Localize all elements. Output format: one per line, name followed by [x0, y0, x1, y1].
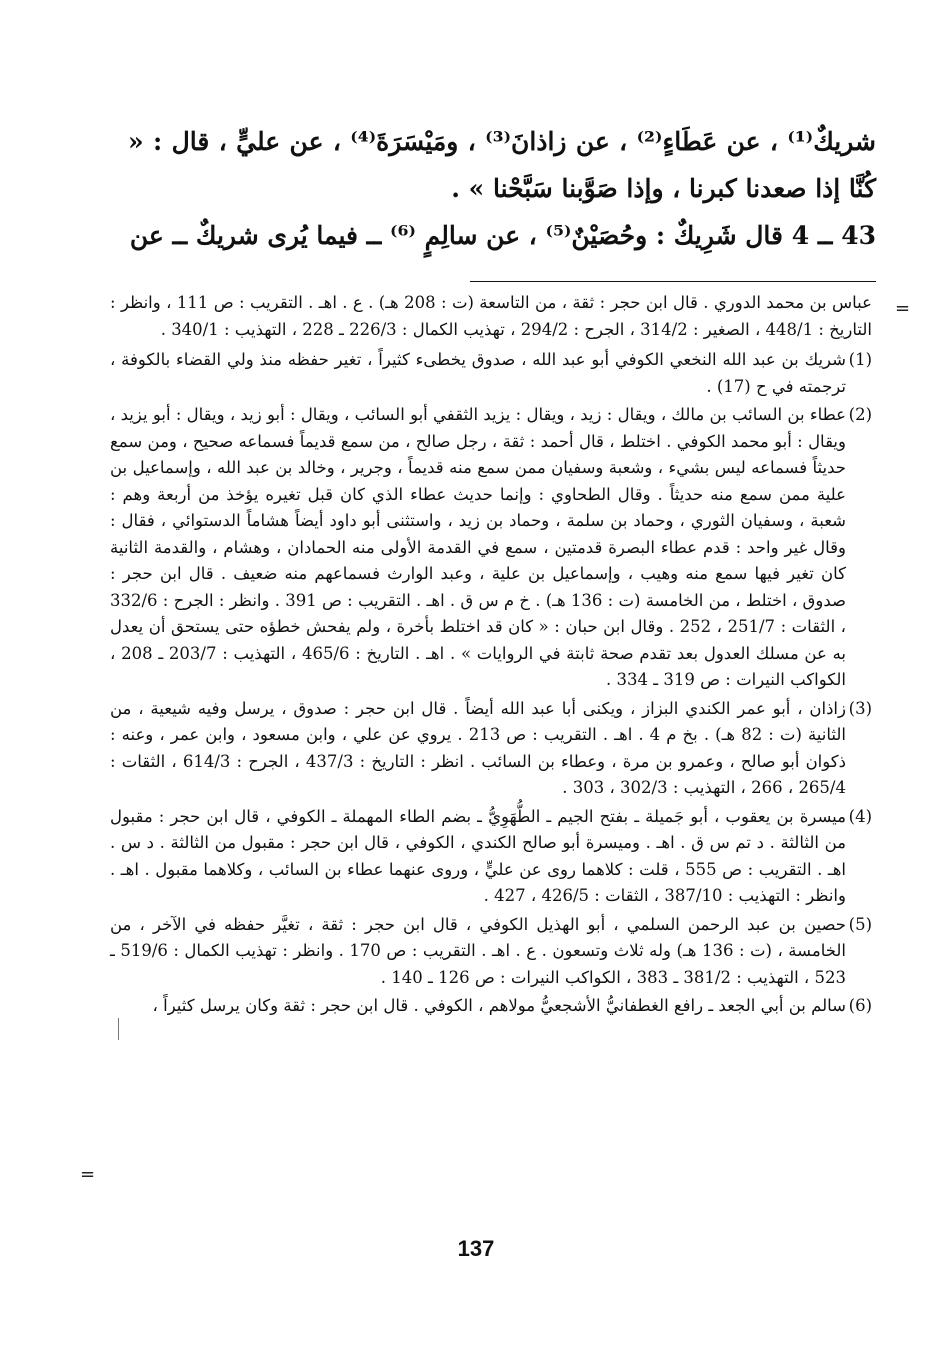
continues-to-marker: =	[80, 1164, 96, 1185]
continued-from-marker: =	[895, 298, 911, 319]
footnote-separator	[470, 281, 876, 282]
footnotes	[110, 290, 872, 1022]
footnote-6	[110, 993, 872, 1020]
footnote-5	[110, 912, 872, 992]
footnote-text: حصين بن عبد الرحمن السلمي ، أبو الهذيل الكوفي ، قال ابن حجر : ثقة ، تغيَّر حفظه في الآخر ، من الخامسة ، (ت : 136 هـ) وله ثلاث وتسعون . ع . اهـ . التقريب : ص 170 . وانظر : تهذيب الكمال : 519/6 ـ 523 ، التهذيب : 381/2 ـ 383 ، الكواكب النيرات : ص 126 ـ 140 .	[110, 914, 846, 987]
footnote-4	[110, 804, 872, 910]
footnote-number: (1)	[848, 350, 872, 369]
footnote-continuation: عباس بن محمد الدوري . قال ابن حجر : ثقة ، من التاسعة (ت : 208 هـ) . ع . اهـ . التقريب : ص 111 ، وانظر : التاريخ : 448/1 ، الصغير : 314/2 ، الجرح : 294/2 ، تهذيب الكمال : 226/3 ـ 228 ، التهذيب : 340/1 .	[110, 293, 872, 339]
footnote-3	[110, 696, 872, 802]
footnote-1	[110, 347, 872, 400]
footnote-number: (2)	[848, 405, 872, 424]
footnote-text: ميسرة بن يعقوب ، أبو جَميلة ـ بفتح الجيم ـ الطُّهَوِيُّ ـ بضم الطاء المهملة ـ الكوفي ، قال ابن حجر : مقبول من الثالثة . د تم س ق . اهـ . وميسرة أبو صالح الكندي ، الكوفي ، قال ابن حجر : مقبول من الثالثة . د س . اهـ . التقريب : ص 555 ، قلت : كلاهما روى عن عليٍّ ، وروى عنهما عطاء بن السائب ، وكلاهما مقبول . اهـ . وانظر : التهذيب : 387/10 ، الثقات : 426/5 ، 427 .	[110, 806, 846, 905]
footnote-number: (5)	[848, 914, 872, 934]
page-number: 137	[457, 1236, 495, 1261]
footnote-text: سالم بن أبي الجعد ـ رافع الغطفانيُّ الأشجعيُّ مولاهم ، الكوفي . قال ابن حجر : ثقة وكان يرسل كثيراً ،	[152, 996, 846, 1015]
footnote-number: (3)	[848, 698, 872, 718]
footnote-text: زاذان ، أبو عمر الكندي البزاز ، ويكنى أبا عبد الله أيضاً . قال ابن حجر : صدوق ، يرسل وفيه شيعية ، من الثانية (ت : 82 هـ) . بخ م 4 . اهـ . التقريب : ص 213 . يروي عن علي ، وابن مسعود ، وابن عمر ، وعنه : ذكوان أبو صالح ، وعمرو بن مرة ، وعطاء بن السائب . انظر : التاريخ : 437/3 ، الجرح : 614/3 ، الثقات : 265/4 ، 266 ، التهذيب : 302/3 ، 303 .	[110, 698, 847, 797]
footnote-number: (4)	[848, 806, 872, 826]
main-text-line-1: شريكٌ⁽¹⁾ ، عن عَطَاءٍ⁽²⁾ ، عن زاذانَ⁽³⁾ ، ومَيْسَرَةَ⁽⁴⁾ ، عن عليٍّ ، قال : « كُنَّا إذا صعدنا كبرنا ، وإذا صَوَّبنا سَبَّحْنا » .	[128, 127, 876, 203]
footnote-2	[110, 402, 872, 694]
main-text-line-2: قال شَرِيكٌ : وحُصَيْنٌ⁽⁵⁾ ، عن سالِمٍ ⁽⁶⁾ ــ فيما يُرى شريكٌ ــ عن	[129, 221, 784, 250]
footnote-text: شريك بن عبد الله النخعي الكوفي أبو عبد الله ، صدوق يخطىء كثيراً ، تغير حفظه منذ ولي القضاء بالكوفة ، ترجمته في ح (17) .	[110, 350, 846, 396]
margin-mark	[118, 1018, 119, 1040]
hadith-43	[128, 212, 876, 259]
footnote-text: عطاء بن السائب بن مالك ، ويقال : زيد ، ويقال : يزيد الثقفي أبو السائب ، ويقال : أبو زيد ، ويقال : أبو يزيد ، ويقال : أبو محمد الكوفي . اختلط ، قال أحمد : ثقة ، رجل صالح ، من سمع قديماً فسماعه صحيح ، ومن سمع حديثاً فسماعه ليس بشيء ، وشعبة وسفيان ممن سمع منه قديماً ، وجرير ، وخالد بن عبد الله ، وإسماعيل بن علية ممن سمع منه حديثاً . وقال الطحاوي : وإنما حديث عطاء الذي كان قبل تغيره يؤخذ من أربعة وهم : شعبة ، وسفيان الثوري ، وحماد بن سلمة ، وحماد بن زيد ، واستثنى أبو داود أيضاً هشاماً الدستوائي ، فقال : وقال غير واحد : قدم عطاء البصرة قدمتين ، سمع في القدمة الأولى منه الحمادان ، وهشام ، والقدمة الثانية كان تغير فيها سمع منه وهيب ، وإسماعيل بن علية ، وعبد الوارث فسماعهم منه ضعيف . قال ابن حجر : صدوق ، اختلط ، من الخامسة (ت : 136 هـ) . خ م س ق . اهـ . التقريب : ص 391 . وانظر : الجرح : 332/6 ، الثقات : 251/7 ، 252 . وقال ابن حبان : « كان قد اختلط بأخرة ، ولم يفحش خطؤه حتى يستحق أن يعدل به عن مسلك العدول بعد تقدم صحة ثابتة في الروايات » . اهـ . التاريخ : 465/6 ، التهذيب : 203/7 ـ 208 ، الكواكب النيرات : ص 319 ـ 334 .	[110, 405, 847, 689]
footnote-number: (6)	[848, 996, 872, 1015]
hadith-number: 43 ــ 4	[791, 221, 876, 250]
main-text	[128, 118, 876, 259]
